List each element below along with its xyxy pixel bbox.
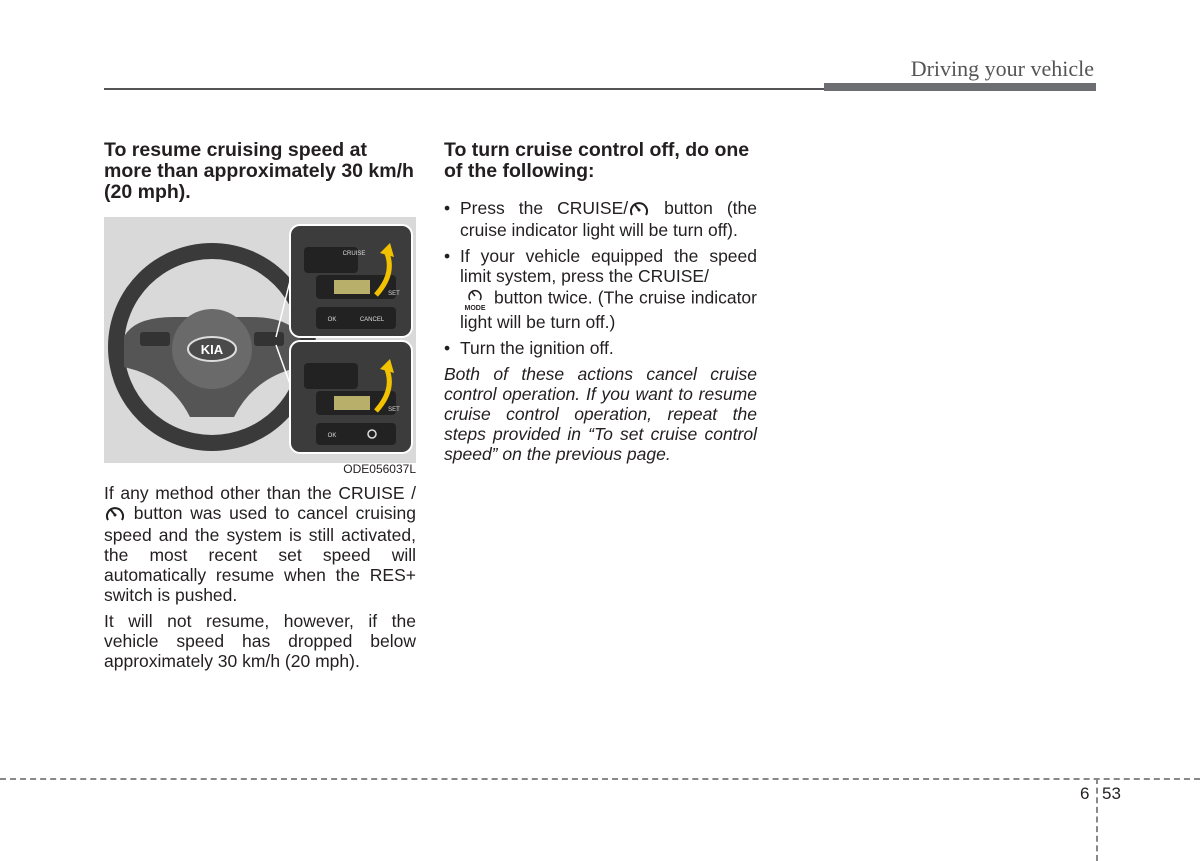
list-item: • Press the CRUISE/ button (the cruise indicator light will be turn off). [444, 198, 757, 240]
chapter-number: 6 [1080, 784, 1090, 803]
para-resume-method: If any method other than the CRUISE / button was used to cancel cruising speed and the system is still activated, the most recent set speed will automatically resume when the RES+ switch is pushed. [104, 483, 416, 606]
section-title: Driving your vehicle [910, 56, 1094, 81]
turn-off-heading: To turn cruise control off, do one of the following: [444, 139, 750, 182]
fig-cancel-label: CANCEL [359, 317, 385, 323]
svg-text:KIA: KIA [200, 342, 224, 357]
list-item: • Turn the ignition off. [444, 338, 757, 358]
header-rule [104, 88, 824, 90]
fig-ok-label-bottom: OK [327, 433, 337, 439]
turn-off-list [444, 198, 757, 358]
svg-text:MODE: MODE [464, 305, 486, 313]
footer-divider [1096, 778, 1098, 861]
list-item: • If your vehicle equipped the speed limit system, press the CRUISE/ MODE button twice. (The cruise indicator light will be turn off.) [444, 246, 757, 332]
fig-ok-label-top: OK [327, 317, 337, 323]
para-speed-dropped: It will not resume, however, if the vehicle speed has dropped below approximately 30 km/h (20 mph). [104, 611, 416, 672]
fig-cruise-label: CRUISE [342, 251, 366, 257]
cruise-speedometer-icon [104, 503, 126, 525]
right-column [444, 140, 757, 470]
resume-heading: To resume cruising speed at more than approximately 30 km/h (20 mph). [104, 139, 414, 203]
mode-speedometer-icon [460, 286, 490, 312]
footer-rule [0, 778, 1200, 780]
note-text: Both of these actions cancel cruise control operation. If you want to resume cruise control operation, repeat the steps provided in “To set cruise control speed” on the previous page. [444, 364, 757, 465]
header-bar [824, 83, 1096, 91]
left-column [104, 140, 416, 677]
page-number: 53 [1102, 784, 1121, 803]
fig-set-label-bottom: SET [388, 407, 400, 413]
steering-wheel-illustration [104, 217, 416, 463]
fig-set-label-top: SET [388, 291, 400, 297]
figure-code: ODE056037L [343, 462, 416, 476]
cruise-speedometer-icon [628, 198, 650, 220]
steering-wheel-figure [104, 217, 416, 476]
